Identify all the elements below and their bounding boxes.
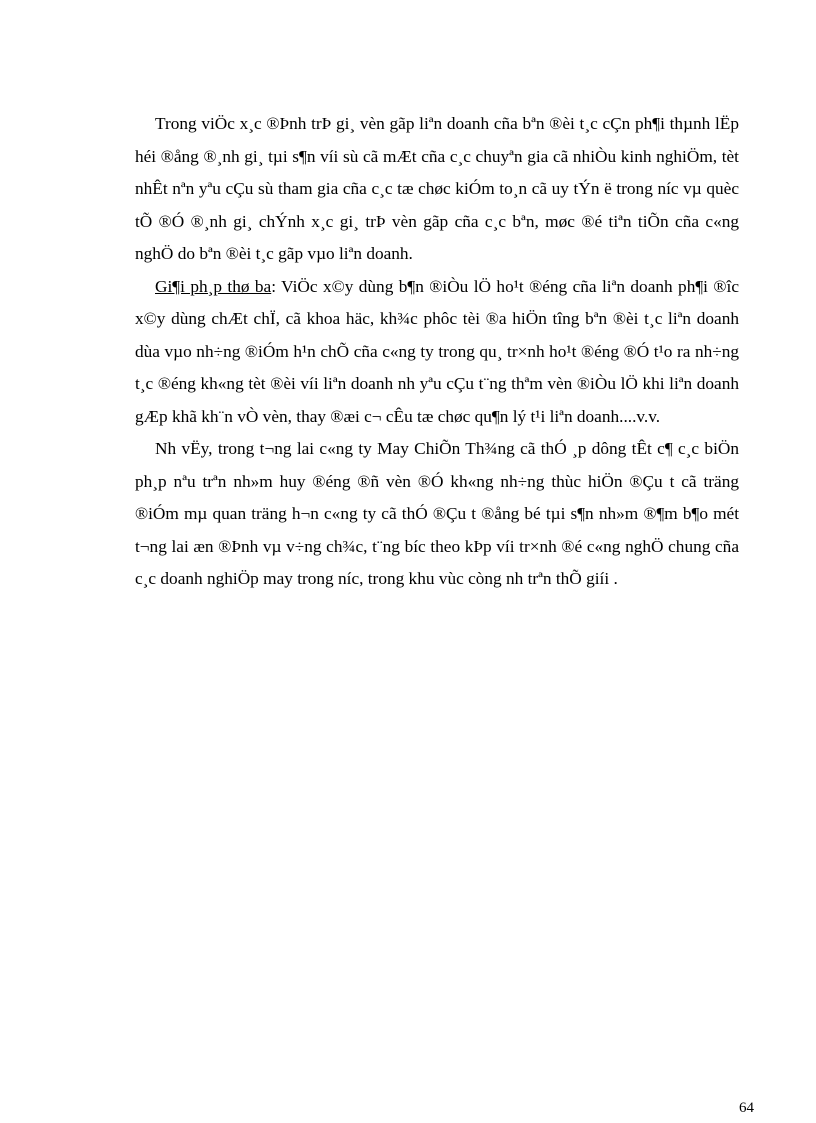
paragraph-3 [135,433,739,596]
paragraph-2 [135,271,739,434]
paragraph-1-text: Trong viÖc x¸c ®Þnh trÞ gi¸ vèn gãp liªn doanh cña bªn ®èi t¸c cÇn ph¶i thµnh lËp héi ®ång ®¸nh gi¸ tµi s¶n víi sù cã mÆt cña c¸c chuyªn gia cã nhiÒu kinh nghiÖm, tèt nhÊt nªn yªu cÇu sù tham gia cña c¸c tæ chøc kiÓm to¸n cã uy tÝn ë trong níc vµ quèc tÕ ®Ó ®¸nh gi¸ chÝnh x¸c gi¸ trÞ vèn gãp cña c¸c bªn, møc ®é tiªn tiÕn cña c«ng nghÖ do bªn ®èi t¸c gãp vµo liªn doanh. [135,114,739,263]
paragraph-2-text: : ViÖc x©y dùng b¶n ®iÒu lÖ ho¹t ®éng cña liªn doanh ph¶i ®îc x©y dùng chÆt chÏ, cã khoa häc, kh¾c phôc tèi ®a hiÖn tîng bªn ®èi t¸c liªn doanh dùa vµo nh÷ng ®iÓm h¹n chÕ cña c«ng ty trong qu¸ tr×nh ho¹t ®éng ®Ó t¹o ra nh÷ng t¸c ®éng kh«ng tèt ®èi víi liªn doanh nh yªu cÇu t¨ng thªm vèn ®iÒu lÖ khi liªn doanh gÆp khã kh¨n vÒ vèn, thay ®æi c¬ cÊu tæ chøc qu¶n lý t¹i liªn doanh....v.v. [135,276,739,426]
body-text [135,108,739,596]
page-number: 64 [739,1100,754,1116]
paragraph-1 [135,108,739,271]
paragraph-3-text: Nh vËy, trong t¬ng lai c«ng ty May ChiÕn Th¾ng cã thÓ ¸p dông tÊt c¶ c¸c biÖn ph¸p nªu trªn nh»m huy ®éng ®ñ vèn ®Ó kh«ng nh÷ng thùc hiÖn ®Çu t cã träng ®iÓm mµ quan träng h¬n c«ng ty cã thÓ ®Çu t ®ång bé tµi s¶n nh»m ®¶m b¶o mét t¬ng lai æn ®Þnh vµ v÷ng ch¾c, t¨ng bíc theo kÞp víi tr×nh ®é c«ng nghÖ chung cña c¸c doanh nghiÖp may trong níc, trong khu vùc còng nh trªn thÕ giíi . [135,439,739,588]
paragraph-2-heading: Gi¶i ph¸p thø ba [155,276,272,296]
